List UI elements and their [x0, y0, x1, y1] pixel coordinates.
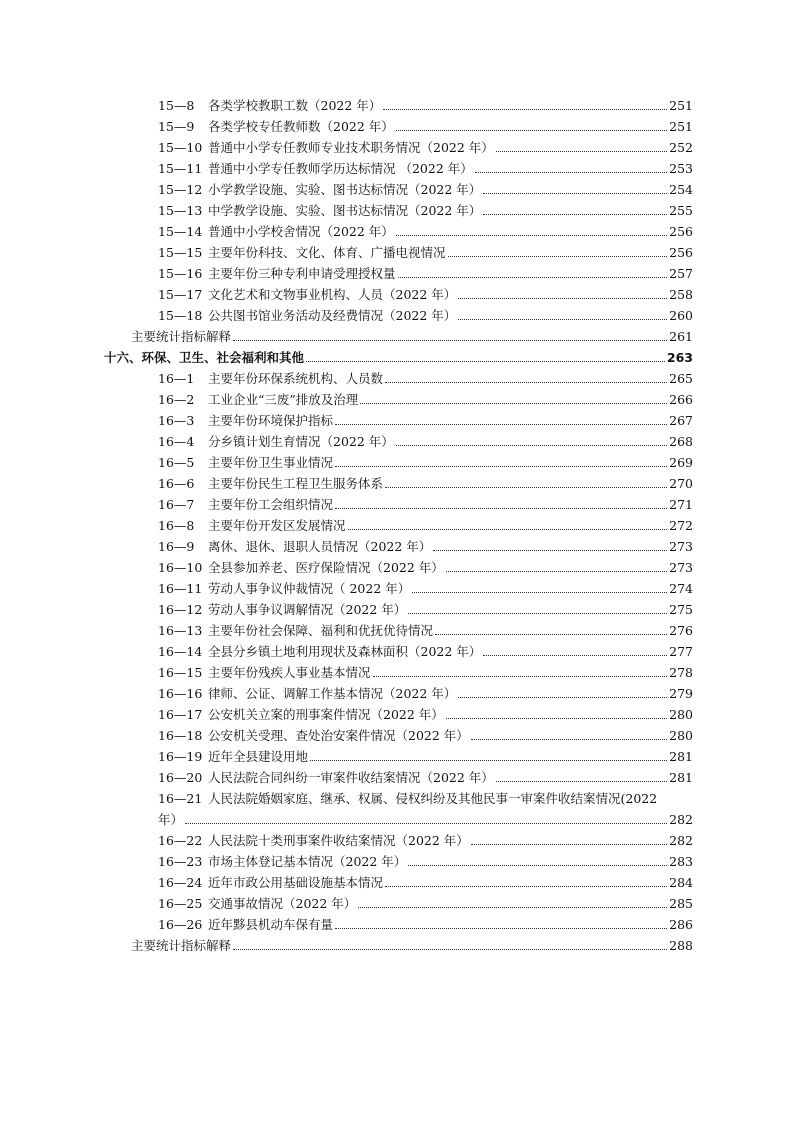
entry-page-number: 261 [669, 329, 693, 344]
dot-leader [471, 844, 667, 845]
dot-leader [335, 508, 667, 509]
dot-leader [396, 445, 667, 446]
entry-number: 16—7 [158, 497, 195, 512]
entry-page-number: 255 [669, 203, 693, 218]
dot-leader [396, 130, 667, 131]
entry-number: 16—18 [158, 728, 203, 743]
entry-number: 16—16 [158, 686, 203, 701]
entry-title: 人民法院婚姻家庭、继承、权属、侵权纠纷及其他民事一审案件收结案情况(2022 [208, 791, 658, 806]
toc-entry [0, 324, 693, 345]
entry-page-number: 274 [669, 581, 693, 596]
entry-page-number: 270 [669, 476, 693, 491]
dot-leader [458, 298, 667, 299]
entry-number: 16—17 [158, 707, 203, 722]
dot-leader [335, 466, 667, 467]
entry-page-number: 268 [669, 434, 693, 449]
entry-number: 15—17 [158, 287, 203, 302]
entry-number: 16—2 [158, 392, 195, 407]
entry-title: 律师、公证、调解工作基本情况（2022 年） [208, 686, 457, 701]
dot-leader [383, 109, 667, 110]
dot-leader [360, 403, 667, 404]
entry-page-number: 256 [669, 224, 693, 239]
toc-entry [0, 702, 693, 723]
table-of-contents [0, 93, 793, 954]
entry-title: 主要年份残疾人事业基本情况 [208, 665, 371, 680]
entry-number: 16—23 [158, 854, 203, 869]
entry-page-number: 276 [669, 623, 693, 638]
entry-title: 中学教学设施、实验、图书达标情况（2022 年） [208, 203, 482, 218]
entry-title: 普通中小学专任教师专业技术职务情况（2022 年） [208, 140, 494, 155]
entry-title: 离休、退休、退职人员情况（2022 年） [208, 539, 432, 554]
toc-entry [0, 597, 693, 618]
dot-leader [475, 172, 667, 173]
toc-entry [0, 261, 693, 282]
dot-leader [408, 613, 667, 614]
entry-number: 16—5 [158, 455, 195, 470]
toc-entry [0, 681, 693, 702]
toc-entry [0, 912, 693, 933]
entry-page-number: 284 [669, 875, 693, 890]
dot-leader [396, 235, 667, 236]
entry-page-number: 286 [669, 917, 693, 932]
entry-title: 十六、环保、卫生、社会福利和其他 [104, 350, 305, 365]
entry-page-number: 266 [669, 392, 693, 407]
entry-number: 16—10 [158, 560, 203, 575]
entry-page-number: 269 [669, 455, 693, 470]
entry-title: 主要年份民生工程卫生服务体系 [208, 476, 384, 491]
entry-title: 公共图书馆业务活动及经费情况（2022 年） [208, 308, 457, 323]
dot-leader [373, 676, 668, 677]
entry-title: 主要年份卫生事业情况 [208, 455, 334, 470]
entry-number: 15—9 [158, 119, 195, 134]
entry-number: 16—25 [158, 896, 203, 911]
dot-leader [348, 529, 668, 530]
entry-title: 人民法院合同纠纷一审案件收结案情况（2022 年） [208, 770, 494, 785]
dot-leader [310, 760, 667, 761]
dot-leader [335, 424, 667, 425]
entry-page-number: 253 [669, 161, 693, 176]
toc-entry [0, 492, 693, 513]
entry-title: 各类学校专任教师数（2022 年） [208, 119, 394, 134]
toc-entry [0, 93, 693, 114]
toc-entry [0, 156, 693, 177]
entry-title: 主要年份科技、文化、体育、广播电视情况 [208, 245, 446, 260]
entry-number: 15—12 [158, 182, 203, 197]
entry-page-number: 260 [669, 308, 693, 323]
dot-leader [385, 886, 667, 887]
entry-page-number: 263 [666, 350, 693, 365]
entry-page-number: 256 [669, 245, 693, 260]
toc-entry [0, 366, 693, 387]
dot-leader [471, 739, 667, 740]
toc-entry [0, 114, 693, 135]
entry-title: 全县分乡镇土地利用现状及森林面积（2022 年） [208, 644, 482, 659]
toc-entry-continuation [0, 807, 693, 828]
entry-page-number: 273 [669, 560, 693, 575]
toc-entry [0, 555, 693, 576]
toc-entry [0, 219, 693, 240]
toc-entry [0, 303, 693, 324]
entry-number: 16—3 [158, 413, 195, 428]
entry-title: 主要年份环境保护指标 [208, 413, 334, 428]
entry-number: 16—19 [158, 749, 203, 764]
entry-title: 主要统计指标解释 [131, 938, 232, 953]
toc-entry [0, 534, 693, 555]
entry-title: 普通中小学校舍情况（2022 年） [208, 224, 394, 239]
entry-page-number: 258 [669, 287, 693, 302]
entry-title: 近年全县建设用地 [208, 749, 309, 764]
entry-number: 16—22 [158, 833, 203, 848]
entry-page-number: 278 [669, 665, 693, 680]
entry-number: 15—15 [158, 245, 203, 260]
toc-entry [0, 513, 693, 534]
entry-number: 15—18 [158, 308, 203, 323]
entry-number: 16—14 [158, 644, 203, 659]
entry-title: 主要年份社会保障、福利和优抚优待情况 [208, 623, 434, 638]
entry-number: 16—4 [158, 434, 195, 449]
dot-leader [433, 550, 667, 551]
entry-number: 16—11 [158, 581, 203, 596]
entry-title: 主要统计指标解释 [131, 329, 232, 344]
entry-page-number: 283 [669, 854, 693, 869]
entry-page-number: 282 [669, 812, 693, 827]
entry-title: 分乡镇计划生育情况（2022 年） [208, 434, 394, 449]
dot-leader [446, 571, 667, 572]
dot-leader [358, 907, 667, 908]
dot-leader [483, 214, 667, 215]
entry-page-number: 257 [669, 266, 693, 281]
entry-number: 16—6 [158, 476, 195, 491]
entry-page-number: 281 [669, 770, 693, 785]
entry-page-number: 267 [669, 413, 693, 428]
entry-page-number: 277 [669, 644, 693, 659]
entry-title: 主要年份工会组织情况 [208, 497, 334, 512]
dot-leader [412, 592, 667, 593]
toc-entry [0, 429, 693, 450]
dot-leader [233, 949, 667, 950]
toc-chapter [0, 345, 693, 366]
toc-entry [0, 891, 693, 912]
toc-entry [0, 198, 693, 219]
entry-number: 16—26 [158, 917, 203, 932]
entry-page-number: 252 [669, 140, 693, 155]
dot-leader [448, 256, 668, 257]
entry-page-number: 282 [669, 833, 693, 848]
entry-page-number: 280 [669, 707, 693, 722]
toc-entry [0, 450, 693, 471]
toc-entry [0, 744, 693, 765]
toc-entry [0, 618, 693, 639]
entry-title: 劳动人事争议仲裁情况（ 2022 年） [208, 581, 411, 596]
entry-title: 市场主体登记基本情况（2022 年） [208, 854, 407, 869]
entry-title: 主要年份开发区发展情况 [208, 518, 346, 533]
entry-number: 16—1 [158, 371, 195, 386]
entry-number: 16—21 [158, 791, 203, 806]
entry-title: 劳动人事争议调解情况（2022 年） [208, 602, 407, 617]
toc-entry [0, 849, 693, 870]
entry-number: 16—13 [158, 623, 203, 638]
entry-page-number: 279 [669, 686, 693, 701]
dot-leader [408, 865, 667, 866]
dot-leader [398, 277, 668, 278]
entry-title: 近年市政公用基础设施基本情况 [208, 875, 384, 890]
entry-title-continuation: 年） [158, 812, 184, 827]
entry-number: 15—11 [158, 161, 203, 176]
dot-leader [335, 928, 667, 929]
dot-leader [306, 361, 665, 362]
toc-entry [0, 177, 693, 198]
entry-title: 人民法院十类刑事案件收结案情况（2022 年） [208, 833, 469, 848]
entry-title: 公安机关受理、查处治安案件情况（2022 年） [208, 728, 469, 743]
toc-entry [0, 639, 693, 660]
entry-page-number: 272 [669, 518, 693, 533]
toc-entry [0, 870, 693, 891]
toc-entry [0, 135, 693, 156]
dot-leader [458, 319, 667, 320]
entry-page-number: 271 [669, 497, 693, 512]
entry-title: 小学教学设施、实验、图书达标情况（2022 年） [208, 182, 482, 197]
entry-number: 16—24 [158, 875, 203, 890]
dot-leader [185, 823, 667, 824]
entry-number: 16—8 [158, 518, 195, 533]
entry-title: 各类学校教职工数（2022 年） [208, 98, 382, 113]
entry-number: 15—8 [158, 98, 195, 113]
toc-entry [0, 765, 693, 786]
dot-leader [458, 697, 667, 698]
toc-entry [0, 576, 693, 597]
entry-page-number: 285 [669, 896, 693, 911]
entry-number: 16—15 [158, 665, 203, 680]
entry-page-number: 265 [669, 371, 693, 386]
entry-page-number: 251 [669, 119, 693, 134]
entry-page-number: 275 [669, 602, 693, 617]
dot-leader [446, 718, 667, 719]
dot-leader [483, 193, 667, 194]
entry-number: 16—12 [158, 602, 203, 617]
entry-title: 工业企业“三废”排放及治理 [208, 392, 359, 407]
dot-leader [435, 634, 667, 635]
toc-entry [0, 387, 693, 408]
entry-page-number: 281 [669, 749, 693, 764]
entry-title: 普通中小学专任教师学历达标情况 （2022 年） [208, 161, 473, 176]
entry-page-number: 280 [669, 728, 693, 743]
entry-title: 交通事故情况（2022 年） [208, 896, 357, 911]
entry-title: 主要年份环保系统机构、人员数 [208, 371, 384, 386]
toc-entry [0, 240, 693, 261]
toc-entry [0, 408, 693, 429]
toc-entry [0, 471, 693, 492]
entry-number: 15—10 [158, 140, 203, 155]
entry-number: 15—13 [158, 203, 203, 218]
entry-page-number: 288 [669, 938, 693, 953]
toc-entry [0, 828, 693, 849]
toc-entry [0, 786, 693, 807]
toc-entry [0, 660, 693, 681]
entry-page-number: 254 [669, 182, 693, 197]
entry-number: 15—16 [158, 266, 203, 281]
entry-title: 公安机关立案的刑事案件情况（2022 年） [208, 707, 444, 722]
dot-leader [385, 487, 667, 488]
entry-title: 近年黟县机动车保有量 [208, 917, 334, 932]
entry-title: 全县参加养老、医疗保险情况（2022 年） [208, 560, 444, 575]
entry-number: 16—20 [158, 770, 203, 785]
entry-number: 16—9 [158, 539, 195, 554]
dot-leader [496, 781, 667, 782]
toc-entry [0, 933, 693, 954]
entry-title: 文化艺术和文物事业机构、人员（2022 年） [208, 287, 457, 302]
entry-page-number: 251 [669, 98, 693, 113]
entry-number: 15—14 [158, 224, 203, 239]
entry-page-number: 273 [669, 539, 693, 554]
dot-leader [483, 655, 667, 656]
dot-leader [385, 382, 667, 383]
toc-entry [0, 282, 693, 303]
toc-entry [0, 723, 693, 744]
dot-leader [496, 151, 667, 152]
entry-title: 主要年份三种专利申请受理授权量 [208, 266, 396, 281]
dot-leader [233, 340, 667, 341]
